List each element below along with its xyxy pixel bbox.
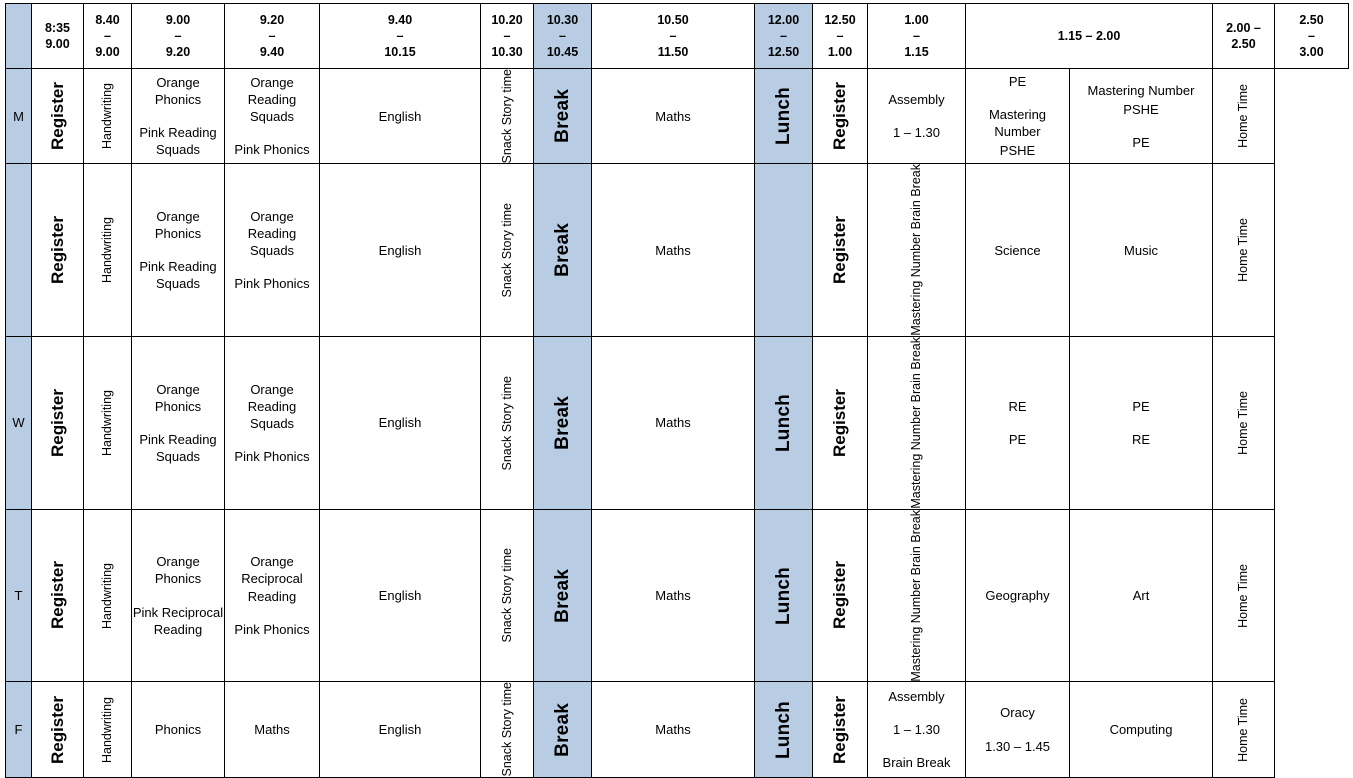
cell-phonics-2 (132, 164, 225, 337)
break-text: Break (551, 395, 573, 450)
snack-text: Snack Story time (499, 375, 514, 471)
cell-brainbreak-w (868, 337, 966, 510)
header-corner-cell (6, 4, 32, 69)
cell-maths-t: Maths (592, 509, 755, 682)
cell-lunch-m (755, 69, 813, 164)
header-line1: 9.20 (259, 13, 285, 27)
cell-register-w (32, 337, 84, 510)
phonics-group-1: Orange Phonics (154, 208, 202, 242)
timetable-row-day2 (6, 164, 1349, 337)
handwriting-text: Handwriting (100, 83, 115, 150)
register-text: Register (830, 82, 850, 151)
snack-text: Snack Story time (499, 682, 514, 777)
cell-brainbreak-2 (868, 164, 966, 337)
home-time-text: Home Time (1236, 563, 1251, 628)
timetable-row-wednesday (6, 337, 1349, 510)
cell-reading-2 (225, 164, 320, 337)
phonics-group-1: Orange Phonics (154, 381, 202, 414)
cell-maths-m: Maths (592, 69, 755, 164)
header-slot-1050 (592, 4, 755, 69)
header-slot-1020 (481, 4, 534, 69)
header-line2: – (396, 29, 404, 43)
cell-assembly-m (868, 69, 966, 164)
header-line3: 10.45 (546, 45, 579, 59)
header-slot-0200-0250 (1213, 4, 1275, 69)
assembly-label: Assembly (888, 688, 945, 704)
timetable-header-row (6, 4, 1349, 69)
subject-3: PSHE (999, 143, 1036, 159)
cell-register2-m (813, 69, 868, 164)
header-line3: 12.50 (767, 45, 800, 59)
header-line1: 10.50 (657, 13, 689, 27)
cell-afternoon2-2: Music (1070, 164, 1213, 337)
cell-computing-f: Computing (1070, 682, 1213, 777)
header-line3: 10.15 (384, 45, 416, 59)
timetable-row-monday (6, 69, 1349, 164)
cell-afternoon1-t: Geography (966, 509, 1070, 682)
cell-snack-m (481, 69, 534, 164)
register-text: Register (830, 388, 850, 457)
timetable-page (0, 3, 1353, 777)
cell-home-t (1213, 509, 1275, 682)
day-label-f: F (6, 682, 32, 777)
cell-afternoon2-w (1070, 337, 1213, 510)
home-time-text: Home Time (1236, 84, 1251, 149)
header-slot-0835 (32, 4, 84, 69)
register-text: Register (830, 695, 850, 764)
header-slot-1030 (534, 4, 592, 69)
header-line1: 1.15 – 2.00 (1057, 29, 1121, 43)
cell-maths-2: Maths (592, 164, 755, 337)
header-line1: 1.00 (904, 13, 929, 27)
reading-group-2: Pink Phonics (234, 449, 310, 465)
header-line2: – (268, 29, 276, 43)
header-line1: 9.00 (165, 13, 191, 27)
header-line3: 1.00 (827, 45, 853, 59)
cell-register2-2 (813, 164, 868, 337)
phonics-group-2: Pink Reciprocal Reading (132, 604, 224, 637)
lunch-text: Lunch (772, 566, 794, 625)
snack-text: Snack Story time (499, 548, 514, 643)
header-line1: 8.40 (95, 13, 120, 27)
cell-home-w (1213, 337, 1275, 510)
header-slot-1200 (755, 4, 813, 69)
header-line1: 8:35 (44, 21, 71, 35)
lunch-text: Lunch (772, 87, 794, 146)
header-line2: – (780, 29, 787, 43)
header-line3: 9.20 (165, 45, 191, 59)
header-line2: – (174, 29, 182, 43)
lunch-text: Lunch (772, 393, 794, 452)
cell-phonics-t (132, 509, 225, 682)
header-line1: 9.40 (387, 13, 413, 27)
cell-afternoon1-w (966, 337, 1070, 510)
header-line3: 1.15 (904, 45, 929, 59)
phonics-group-1: Orange Phonics (154, 74, 202, 108)
snack-text: Snack Story time (499, 69, 514, 164)
header-line1: 2.50 (1299, 13, 1324, 27)
cell-afternoon1-m (966, 69, 1070, 164)
register-text: Register (47, 561, 67, 630)
header-slot-0940 (320, 4, 481, 69)
mastering-number-text: Mastering Number Brain Break (908, 337, 923, 509)
subject-2: PSHE (1123, 101, 1159, 117)
cell-reading-f: Maths (225, 682, 320, 777)
subject-3: PE (1132, 134, 1150, 150)
header-line3: 3.00 (1299, 45, 1324, 59)
day-label-t: T (6, 509, 32, 682)
mastering-number-text: Mastering Number Brain Break (908, 509, 923, 682)
oracy-time: 1.30 – 1.45 (984, 738, 1051, 754)
subject-1: Mastering Number (1087, 82, 1195, 98)
snack-text: Snack Story time (499, 203, 514, 298)
reading-group-1: Orange Reading Squads (247, 381, 297, 431)
day-label-2 (6, 164, 32, 337)
cell-break-t (534, 509, 592, 682)
header-line1: 12.00 (767, 13, 800, 27)
cell-english-w: English (320, 337, 481, 510)
reading-group-2: Pink Phonics (234, 276, 310, 292)
header-line1: 2.00 – 2.50 (1226, 21, 1261, 51)
header-line2: – (1308, 29, 1315, 43)
phonics-group-2: Pink Reading Squads (139, 259, 217, 292)
header-line1: 12.50 (824, 13, 856, 27)
cell-english-t: English (320, 509, 481, 682)
header-line2: – (669, 29, 677, 43)
handwriting-text: Handwriting (100, 217, 115, 284)
cell-lunch-2 (755, 164, 813, 337)
phonics-group-2: Pink Reading Squads (139, 125, 217, 158)
header-line1: 10.20 (491, 13, 523, 27)
cell-english-m: English (320, 69, 481, 164)
reading-group-2: Pink Phonics (234, 142, 310, 158)
break-text: Break (551, 89, 573, 144)
header-slot-0100 (868, 4, 966, 69)
reading-group-1: Orange Reading Squads (247, 208, 297, 259)
register-text: Register (47, 388, 67, 457)
home-time-text: Home Time (1236, 697, 1251, 762)
cell-handwriting-w (84, 337, 132, 510)
timetable-row-thursday (6, 509, 1349, 682)
cell-maths-f: Maths (592, 682, 755, 777)
cell-english-2: English (320, 164, 481, 337)
oracy-label: Oracy (1000, 705, 1035, 721)
cell-oracy-f (966, 682, 1070, 777)
assembly-time: 1 – 1.30 (893, 721, 940, 737)
cell-maths-w: Maths (592, 337, 755, 510)
header-line3: 9.00 (45, 37, 70, 51)
header-slot-0115-0200 (966, 4, 1213, 69)
cell-lunch-f (755, 682, 813, 777)
day-label-m: M (6, 69, 32, 164)
cell-home-2 (1213, 164, 1275, 337)
cell-lunch-t (755, 509, 813, 682)
cell-register-m (32, 69, 84, 164)
cell-english-f: English (320, 682, 481, 777)
header-slot-1250 (813, 4, 868, 69)
header-line2: – (104, 29, 111, 43)
cell-phonics-m (132, 69, 225, 164)
home-time-text: Home Time (1235, 218, 1250, 283)
brain-break-label: Brain Break (882, 755, 951, 771)
cell-break-w (534, 337, 592, 510)
header-line3: 10.30 (491, 45, 523, 59)
cell-home-m (1213, 69, 1275, 164)
header-line2: – (836, 29, 844, 43)
cell-snack-f (481, 682, 534, 777)
register-text: Register (830, 561, 850, 630)
cell-register2-t (813, 509, 868, 682)
cell-reading-m (225, 69, 320, 164)
cell-break-m (534, 69, 592, 164)
handwriting-text: Handwriting (100, 696, 115, 763)
break-text: Break (551, 223, 573, 278)
cell-afternoon2-t: Art (1070, 509, 1213, 682)
subject-1: PE (1132, 398, 1150, 414)
day-label-w: W (6, 337, 32, 510)
phonics-group-2: Pink Reading Squads (139, 431, 217, 465)
header-slot-0250 (1275, 4, 1349, 69)
cell-reading-t (225, 509, 320, 682)
subject-2: PE (1008, 431, 1027, 447)
break-text: Break (551, 702, 573, 757)
register-text: Register (830, 216, 850, 285)
cell-register2-w (813, 337, 868, 510)
header-line3: 9.00 (95, 45, 120, 59)
header-line2: – (559, 29, 566, 43)
cell-reading-w (225, 337, 320, 510)
cell-lunch-w (755, 337, 813, 510)
header-slot-0900 (132, 4, 225, 69)
cell-register2-f (813, 682, 868, 777)
weekly-timetable (5, 3, 1349, 778)
cell-afternoon2-m (1070, 69, 1213, 164)
break-text: Break (551, 568, 573, 623)
cell-handwriting-f (84, 682, 132, 777)
cell-break-f (534, 682, 592, 777)
phonics-group-1: Orange Phonics (154, 554, 202, 587)
header-line3: 11.50 (657, 45, 689, 59)
cell-afternoon1-2: Science (966, 164, 1070, 337)
header-slot-0920 (225, 4, 320, 69)
cell-phonics-w (132, 337, 225, 510)
assembly-time: 1 – 1.30 (893, 125, 940, 141)
reading-group-1: Orange Reading Squads (247, 74, 297, 125)
cell-brainbreak-t (868, 509, 966, 682)
home-time-text: Home Time (1236, 390, 1251, 455)
cell-snack-t (481, 509, 534, 682)
register-text: Register (47, 216, 67, 285)
cell-register-f (32, 682, 84, 777)
cell-home-f (1213, 682, 1275, 777)
timetable-row-friday (6, 682, 1349, 777)
cell-register-t (32, 509, 84, 682)
reading-group-2: Pink Phonics (234, 621, 310, 637)
cell-snack-2 (481, 164, 534, 337)
cell-assembly-f (868, 682, 966, 777)
subject-1: PE (1008, 73, 1027, 89)
subject-2: RE (1131, 431, 1151, 447)
header-slot-0840 (84, 4, 132, 69)
register-text: Register (47, 82, 67, 151)
header-line2: – (503, 29, 511, 43)
cell-handwriting-2 (84, 164, 132, 337)
cell-handwriting-t (84, 509, 132, 682)
cell-register-2 (32, 164, 84, 337)
header-line3: 9.40 (259, 45, 285, 59)
register-text: Register (47, 695, 67, 764)
subject-2: Mastering Number (988, 107, 1047, 140)
cell-snack-w (481, 337, 534, 510)
handwriting-text: Handwriting (100, 562, 115, 629)
subject-1: RE (1008, 398, 1027, 414)
handwriting-text: Handwriting (100, 389, 115, 456)
mastering-number-text: Mastering Number Brain Break (908, 164, 923, 337)
cell-break-2 (534, 164, 592, 337)
assembly-label: Assembly (888, 92, 945, 108)
lunch-text: Lunch (772, 700, 794, 759)
reading-group-1: Orange Reciprocal Reading (241, 554, 303, 604)
cell-handwriting-m (84, 69, 132, 164)
header-line2: – (913, 29, 920, 43)
cell-phonics-f: Phonics (132, 682, 225, 777)
header-line1: 10.30 (546, 13, 579, 27)
